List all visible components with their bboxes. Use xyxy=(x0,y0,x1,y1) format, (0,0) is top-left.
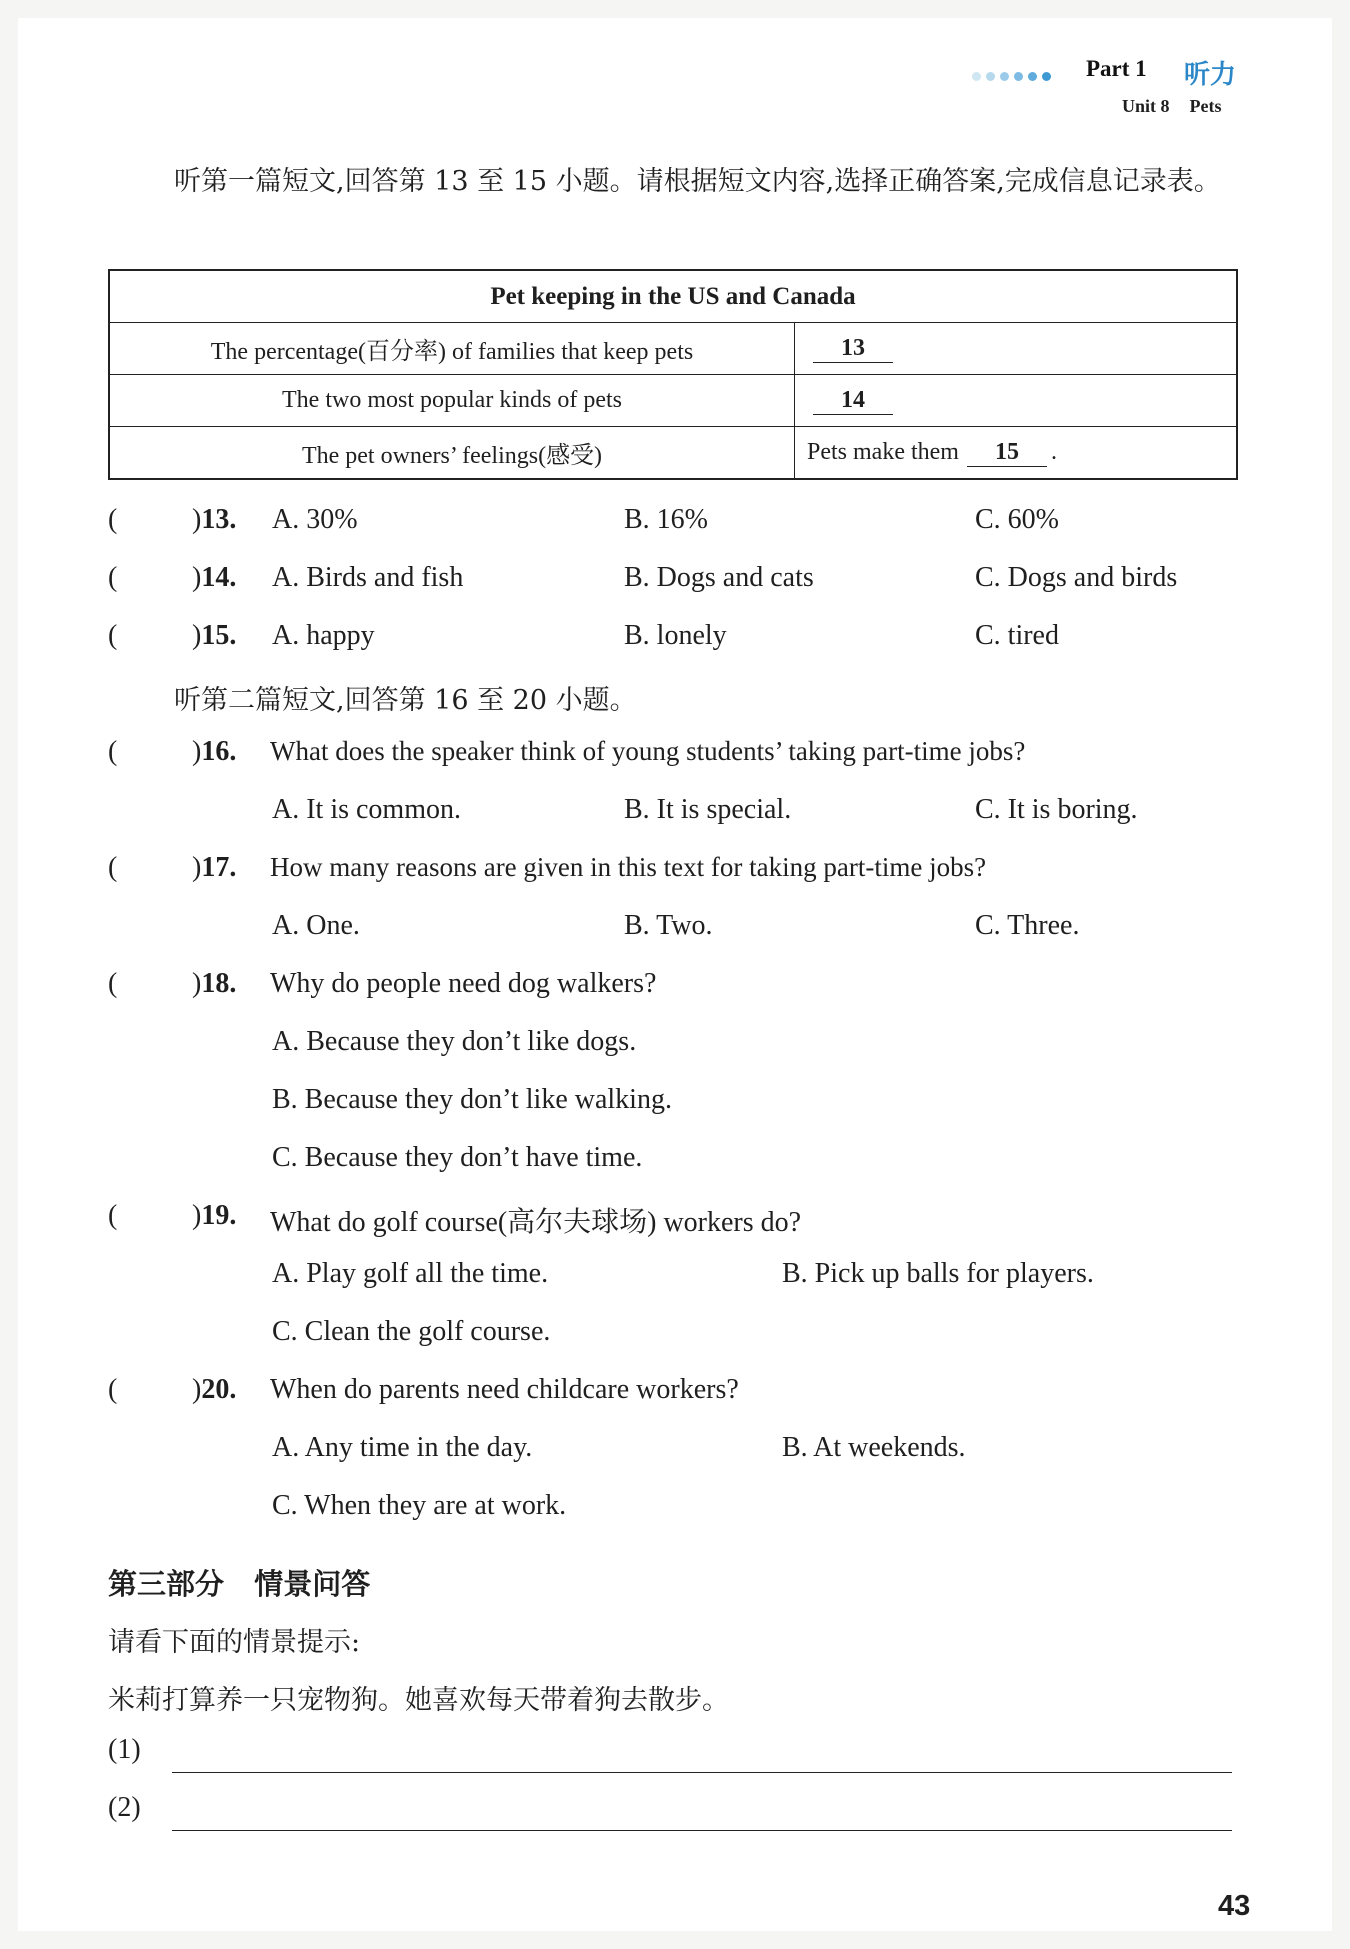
blank-number: 14 xyxy=(813,387,893,415)
question-stem: Why do people need dog walkers? xyxy=(270,968,657,999)
question-19: )19. xyxy=(192,1200,237,1231)
blank-prefix: Pets make them xyxy=(807,438,959,465)
blank-suffix: . xyxy=(1050,438,1057,465)
header-unit: Unit 8 xyxy=(1122,96,1170,116)
answer-line-label: (2) xyxy=(108,1792,141,1823)
header-part: Part 1 xyxy=(1086,56,1147,81)
scenario-prompt: 请看下面的情景提示: xyxy=(108,1627,361,1658)
answer-line[interactable] xyxy=(172,1830,1232,1831)
header-topic: Pets xyxy=(1189,96,1222,116)
table-blank[interactable] xyxy=(795,375,1238,427)
answer-paren-open[interactable]: ( xyxy=(108,1200,118,1231)
answer-paren-open[interactable]: ( xyxy=(108,504,118,535)
answer-paren-open[interactable]: ( xyxy=(108,1374,118,1405)
dot-icon xyxy=(1014,72,1023,81)
option-b[interactable]: B. Pick up balls for players. xyxy=(782,1258,1094,1289)
table-blank[interactable] xyxy=(795,427,1238,480)
table-title: Pet keeping in the US and Canada xyxy=(109,270,1237,323)
intro-passage-2: 听第二篇短文,回答第 16 至 20 小题。 xyxy=(174,685,637,716)
option-b[interactable]: B. At weekends. xyxy=(782,1432,966,1463)
question-16: )16. xyxy=(192,736,237,767)
option-b[interactable]: B. Because they don’t like walking. xyxy=(272,1084,672,1115)
answer-paren-open[interactable]: ( xyxy=(108,562,118,593)
header-dots xyxy=(972,66,1056,85)
answer-paren-open[interactable]: ( xyxy=(108,852,118,883)
info-record-table xyxy=(108,269,1238,480)
question-stem: What do golf course(高尔夫球场) workers do? xyxy=(270,1207,802,1238)
option-b[interactable]: B. Two. xyxy=(624,910,713,941)
header-unit-line xyxy=(1122,96,1222,117)
option-c[interactable]: C. Because they don’t have time. xyxy=(272,1142,643,1173)
section-title: 第三部分 情景问答 xyxy=(108,1567,371,1601)
option-c[interactable]: C. Clean the golf course. xyxy=(272,1316,551,1347)
answer-line[interactable] xyxy=(172,1772,1232,1773)
option-c[interactable]: C. Dogs and birds xyxy=(975,562,1178,593)
option-b[interactable]: B. It is special. xyxy=(624,794,792,825)
question-13: )13. xyxy=(192,504,237,535)
question-14: )14. xyxy=(192,562,237,593)
option-b[interactable]: B. Dogs and cats xyxy=(624,562,814,593)
option-a[interactable]: A. Because they don’t like dogs. xyxy=(272,1026,637,1057)
option-c[interactable]: C. It is boring. xyxy=(975,794,1138,825)
page-number: 43 xyxy=(1218,1890,1251,1922)
question-stem: How many reasons are given in this text for taking part-time jobs? xyxy=(270,852,987,882)
blank-number: 13 xyxy=(813,335,893,363)
dot-icon xyxy=(1028,72,1037,81)
dot-icon xyxy=(972,72,981,81)
option-b[interactable]: B. 16% xyxy=(624,504,708,535)
question-15: )15. xyxy=(192,620,237,651)
option-a[interactable]: A. One. xyxy=(272,910,360,941)
question-18: )18. xyxy=(192,968,237,999)
table-row xyxy=(109,375,1237,427)
question-20: )20. xyxy=(192,1374,237,1405)
question-stem: What does the speaker think of young students’ taking part-time jobs? xyxy=(270,736,1026,766)
table-blank[interactable] xyxy=(795,323,1238,375)
option-c[interactable]: C. When they are at work. xyxy=(272,1490,567,1521)
scenario-text: 米莉打算养一只宠物狗。她喜欢每天带着狗去散步。 xyxy=(108,1685,729,1716)
option-a[interactable]: A. It is common. xyxy=(272,794,461,825)
table-row xyxy=(109,323,1237,375)
header-section: 听力 xyxy=(1184,60,1237,90)
answer-line-label: (1) xyxy=(108,1734,141,1765)
answer-paren-open[interactable]: ( xyxy=(108,968,118,999)
option-c[interactable]: C. Three. xyxy=(975,910,1080,941)
table-label: The percentage(百分率) of families that keep pets xyxy=(109,323,795,375)
option-a[interactable]: A. Any time in the day. xyxy=(272,1432,533,1463)
table-row xyxy=(109,427,1237,480)
dot-icon xyxy=(986,72,995,81)
option-a[interactable]: A. Birds and fish xyxy=(272,562,464,593)
question-stem: When do parents need childcare workers? xyxy=(270,1374,739,1405)
option-c[interactable]: C. tired xyxy=(975,620,1059,651)
option-a[interactable]: A. happy xyxy=(272,620,375,651)
option-b[interactable]: B. lonely xyxy=(624,620,727,651)
option-a[interactable]: A. Play golf all the time. xyxy=(272,1258,549,1289)
table-label: The pet owners’ feelings(感受) xyxy=(109,427,795,480)
answer-paren-open[interactable]: ( xyxy=(108,736,118,767)
blank-number: 15 xyxy=(967,439,1047,467)
intro-passage-1: 听第一篇短文,回答第 13 至 15 小题。请根据短文内容,选择正确答案,完成信息记录表。 xyxy=(174,166,1221,197)
option-a[interactable]: A. 30% xyxy=(272,504,358,535)
table-label: The two most popular kinds of pets xyxy=(109,375,795,427)
option-c[interactable]: C. 60% xyxy=(975,504,1059,535)
question-17: )17. xyxy=(192,852,237,883)
dot-icon xyxy=(1000,72,1009,81)
dot-icon xyxy=(1042,72,1051,81)
answer-paren-open[interactable]: ( xyxy=(108,620,118,651)
